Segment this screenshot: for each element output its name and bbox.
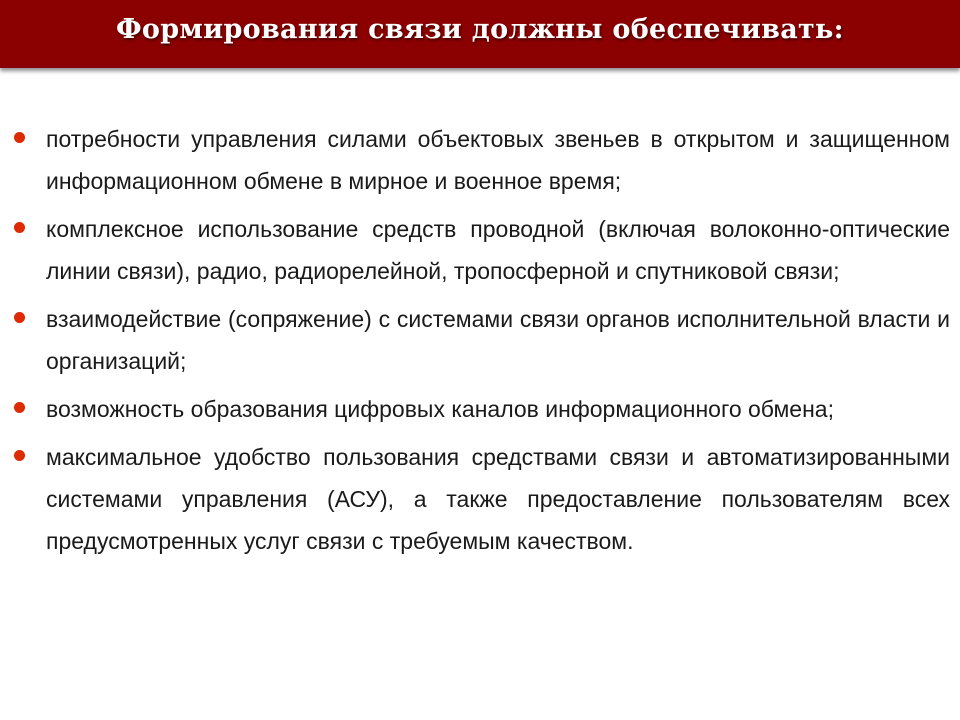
list-item-text: потребности управления силами объектовых звеньев в открытом и защищенном информационном обмене в мирное и военное время; xyxy=(46,126,950,194)
list-item xyxy=(10,208,950,292)
title-bar xyxy=(0,0,960,68)
list-item xyxy=(10,298,950,382)
list-item xyxy=(10,118,950,202)
bullet-dot-icon xyxy=(14,402,25,413)
bullet-list xyxy=(10,118,950,568)
slide-title: Формирования связи должны обеспечивать: xyxy=(116,14,844,45)
bullet-dot-icon xyxy=(14,312,25,323)
list-item-text: возможность образования цифровых каналов информационного обмена; xyxy=(46,396,834,422)
list-item-text: максимальное удобство пользования средствами связи и автоматизированными системами управления (АСУ), а также предоставление пользователям всех предусмотренных услуг связи с требуемым качеством. xyxy=(46,444,950,554)
list-item xyxy=(10,388,950,430)
list-item xyxy=(10,436,950,562)
bullet-dot-icon xyxy=(14,132,25,143)
bullet-dot-icon xyxy=(14,222,25,233)
list-item-text: взаимодействие (сопряжение) с системами связи органов исполнительной власти и организаций; xyxy=(46,306,950,374)
bullet-dot-icon xyxy=(14,450,25,461)
list-item-text: комплексное использование средств проводной (включая волоконно-оптические линии связи), радио, радиорелейной, тропосферной и спутниковой связи; xyxy=(46,216,950,284)
